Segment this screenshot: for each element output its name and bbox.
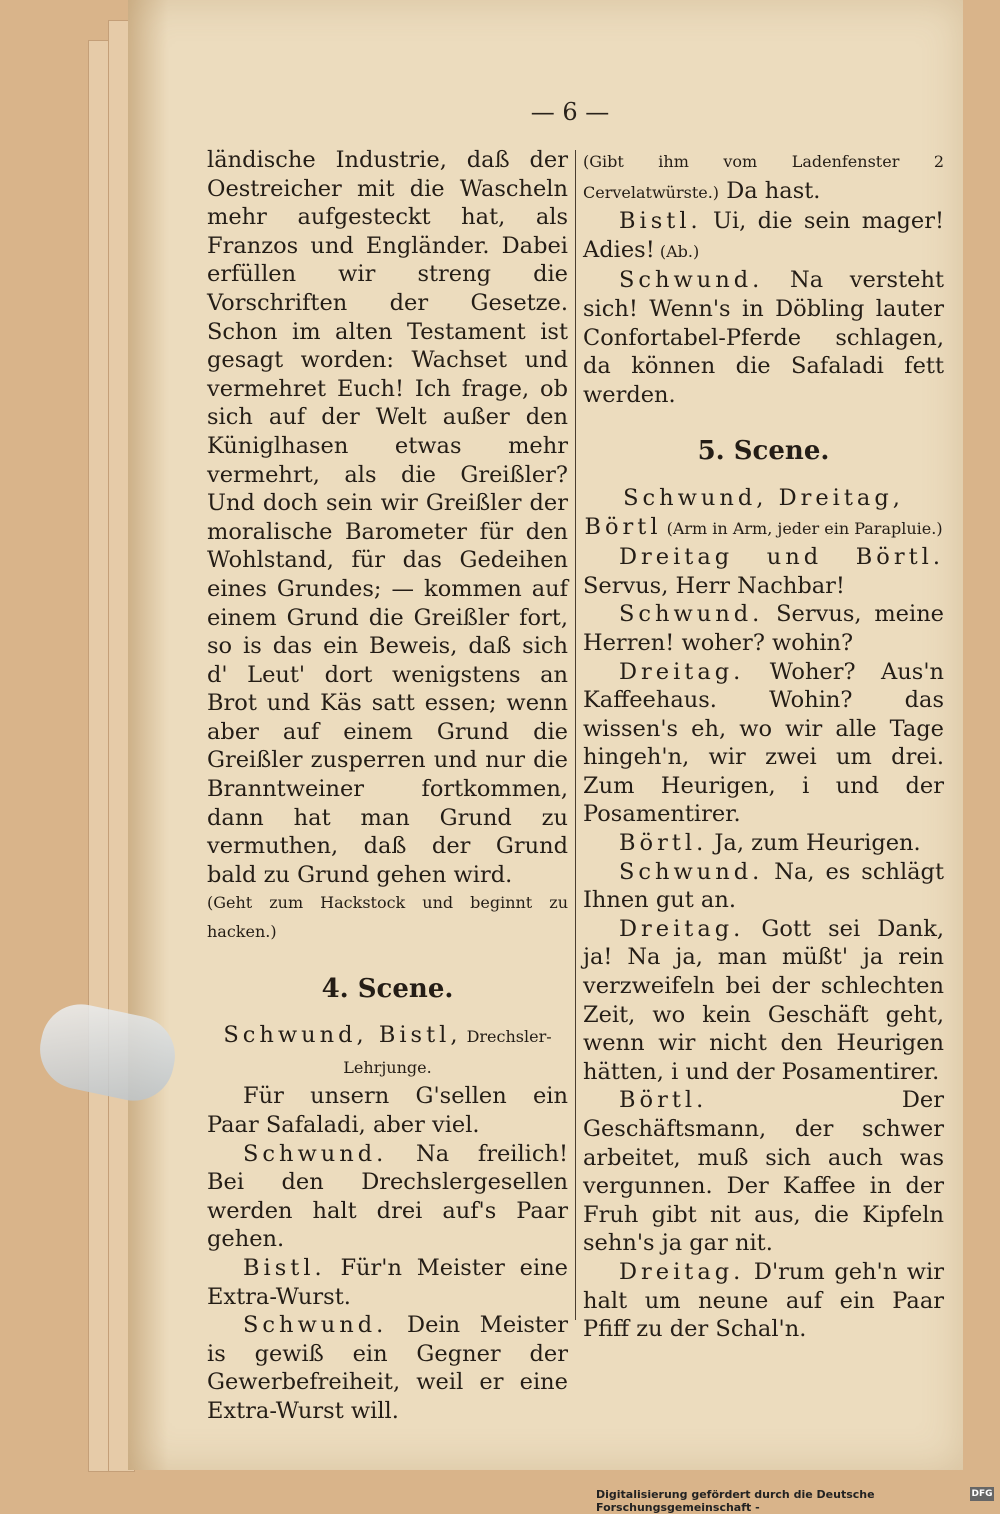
speech-text: Dein Meister is gewiß ein Gegner der Gewerbefreiheit, weil er eine Extra-Wurst will. [207, 1312, 568, 1424]
speech-text: Na, es schlägt Ihnen gut an. [583, 858, 944, 914]
speaker-name: Bistl. [243, 1254, 326, 1281]
cast-names: Schwund, Bistl, [223, 1022, 462, 1049]
speech-text: D'rum geh'n wir halt um neune auf ein Paar Pfiff zu der Schal'n. [583, 1258, 944, 1343]
speech-text: Der Geschäftsmann, der schwer arbeitet, muß sich auch was vergunnen. Der Kaffee in der Fruh gibt nit aus, die Kipfeln sehn's ja gar nit. [583, 1087, 944, 1257]
speaker-name: Dreitag. [619, 1258, 745, 1285]
scene-heading: 5. Scene. [697, 436, 830, 467]
cast-names: Schwund, Dreitag, Börtl [584, 484, 904, 540]
left-column [207, 146, 568, 1426]
stage-direction: (Gibt ihm vom Ladenfenster 2 Cervelatwürste.) [583, 152, 944, 202]
speech-text: Servus, Herr Nachbar! [583, 572, 845, 599]
speech-text: Da hast. [719, 177, 821, 204]
right-column [583, 146, 944, 1344]
speech [583, 1258, 944, 1344]
cast-list [207, 1021, 568, 1082]
speech [207, 1311, 568, 1425]
speech [207, 1082, 568, 1139]
speech [583, 266, 944, 409]
speaker-name: Schwund. [619, 601, 764, 628]
footer-credit: Digitalisierung gefördert durch die Deutsche Forschungsgemeinschaft - [596, 1488, 875, 1514]
speech [583, 658, 944, 830]
cast-note: Drechsler-Lehrjunge. [343, 1027, 552, 1077]
speech-text: Woher? Aus'n Kaffeehaus. Wohin? das wissen's eh, wo wir alle Tage hingeh'n, wir zwei um drei. Zum Heurigen, i und der Posamentirer. [583, 658, 944, 828]
speech-text: Gott sei Dank, ja! Na ja, man müßt' ja rein verzweifeln bei der schlechten Zeit, wo kein Geschäft geht, wenn wir nicht den Heurigen hätten, i und der Posamentirer. [583, 915, 944, 1085]
speech-text: Na freilich! Bei den Drechslergesellen werden halt drei auf's Paar gehen. [207, 1140, 568, 1253]
stage-lead [583, 146, 944, 207]
stage-direction: (Geht zum Hackstock und beginnt zu hacken.) [207, 893, 568, 942]
speech [583, 915, 944, 1087]
dfg-logo: DFG [971, 1489, 993, 1499]
speaker-name: Dreitag und Börtl. [619, 544, 944, 571]
speaker-name: Börtl. [619, 830, 708, 857]
speech [583, 1086, 944, 1258]
speech-text: Für unsern G'sellen ein Paar Safaladi, aber viel. [207, 1083, 568, 1138]
speech-text: Ui, die sein mager! Adies! [583, 208, 944, 263]
speech [583, 207, 944, 266]
speech-text: Ja, zum Heurigen. [714, 830, 921, 857]
speaker-name: Schwund. [619, 858, 764, 885]
cast-note: (Arm in Arm, jeder ein Parapluie.) [661, 518, 943, 538]
speech [207, 1140, 568, 1254]
speech [583, 543, 944, 600]
speaker-name: Bistl. [619, 208, 702, 235]
speech-text: Für'n Meister eine Extra-Wurst. [207, 1254, 569, 1310]
speaker-name: Dreitag. [619, 915, 745, 942]
speech [583, 600, 944, 657]
speaker-name: Börtl. [619, 1087, 708, 1114]
speaker-name: Schwund. [619, 267, 764, 294]
stage-direction: (Ab.) [654, 241, 700, 261]
speaker-name: Schwund. [243, 1140, 388, 1167]
speech [583, 829, 944, 858]
page-spine-shadow [128, 0, 168, 1470]
page-number: — 6 — [530, 98, 610, 126]
speech [583, 858, 944, 915]
speaker-name: Schwund. [243, 1312, 388, 1339]
speech [207, 1254, 568, 1311]
speech-text: Na versteht sich! Wenn's in Döbling lauter Confortabel-Pferde schlagen, da können die Safaladi fett werden. [583, 267, 944, 408]
column-rule [575, 150, 576, 1320]
scene-heading: 4. Scene. [321, 973, 454, 1004]
speech-text: Servus, meine Herren! woher? wohin? [583, 601, 944, 656]
cast-list [583, 484, 944, 543]
speaker-name: Dreitag. [619, 658, 745, 685]
paragraph: ländische Industrie, daß der Oestreicher mit die Waschеln mehr aufgesteckt hat, als Franzos und Engländer. Dabei erfüllen wir streng die Vorschriften der Gesetze. Schon im alten Testament ist gesagt worden: Wachset und vermehret Euch! Ich frage, ob sich auf der Welt außer den Küniglhasen etwas mehr vermehrt, als die Greißler? Und doch sein wir Greißler der moralische Barometer für den Wohlstand, für das Gedeihen eines Grundes; — kommen auf einem Grund die Greißler fort, so is das ein Beweis, daß sich d' Leut' dort wenigstens an Brot und Käs satt essen; wenn aber auf einem Grund die Greißler zusperren und nur die Branntweiner fortkommen, dann hat man Grund zu vermuthen, daß der Grund bald zu Grund gehen wird. [207, 147, 568, 888]
